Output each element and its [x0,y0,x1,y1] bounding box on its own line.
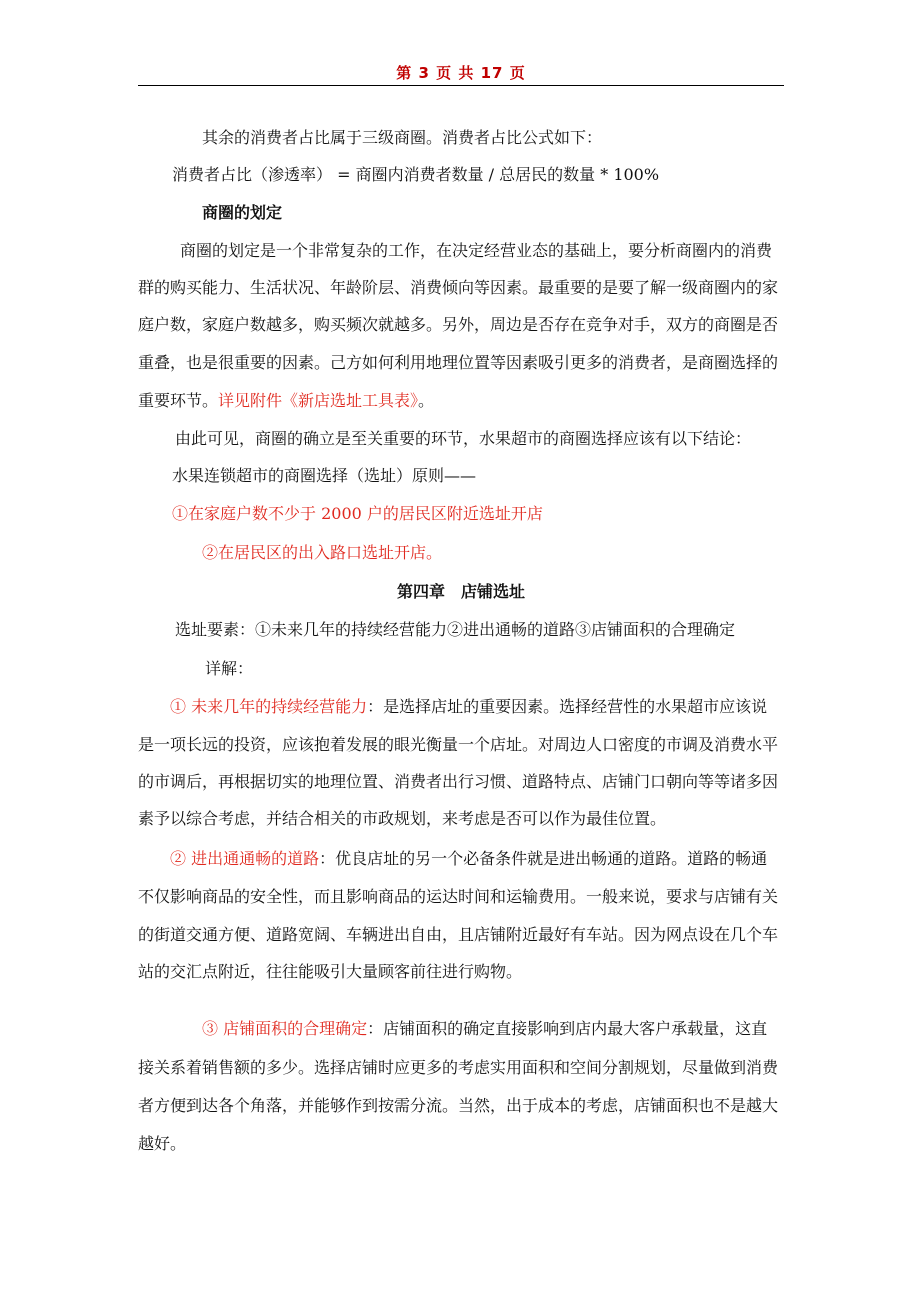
conclusion-text: 由此可见，商圈的确立是至关重要的环节，水果超市的商圈选择应该有以下结论： [175,429,752,448]
section-heading: 商圈的划定 [202,203,283,222]
paragraph1-line5-end: 。 [418,391,435,410]
item2-line3: 的街道交通方便、道路宽阔、车辆进出自由，且店铺附近最好有车站。因为网点设在几个车 [138,925,779,944]
paragraph1-line1: 商圈的划定是一个非常复杂的工作，在决定经营业态的基础上，要分析商圈内的消费 [180,241,773,260]
paragraph1-line5 [138,391,788,411]
item3-number: ③ [202,1019,219,1038]
formula-intro: 其余的消费者占比属于三级商圈。消费者占比公式如下： [202,128,603,147]
chapter-title: 第四章 店铺选址 [396,582,525,601]
item1-line3: 的市调后，再根据切实的地理位置、消费者出行习惯、道路特点、店铺门口朝向等等诸多因 [138,772,779,791]
item1-title: 未来几年的持续经营能力 [191,697,368,716]
item2-line1-rest: ：优良店址的另一个必备条件就是进出畅通的道路。道路的畅通 [319,849,768,868]
item2-line2: 不仅影响商品的安全性，而且影响商品的运达时间和运输费用。一般来说，要求与店铺有关 [138,887,779,906]
page-header: 第 3 页 共 17 页 [396,64,526,82]
elements-line: 选址要素：①未来几年的持续经营能力②进出通畅的道路③店铺面积的合理确定 [175,620,736,639]
detail-label: 详解： [205,659,254,678]
attachment-reference: 详见附件《新店选址工具表》 [218,391,419,410]
paragraph1-line3: 庭户数，家庭户数越多，购买频次就越多。另外，周边是否存在竞争对手，双方的商圈是否 [138,315,779,334]
item2-line1 [170,849,820,869]
paragraph1-line4: 重叠，也是很重要的因素。己方如何利用地理位置等因素吸引更多的消费者，是商圈选择的 [138,353,779,372]
item2-title: 进出通通畅的道路 [191,849,320,868]
paragraph1-line2: 群的购买能力、生活状况、年龄阶层、消费倾向等因素。最重要的是要了解一级商圈内的家 [138,278,779,297]
item1-number: ① [170,697,187,716]
item3-line1-rest: ：店铺面积的确定直接影响到店内最大客户承载量，这直 [367,1019,768,1038]
item1-line4: 素予以综合考虑，并结合相关的市政规划，来考虑是否可以作为最佳位置。 [138,809,667,828]
paragraph1-line5-text: 重要环节。 [138,391,219,410]
item2-line4: 站的交汇点附近，往往能吸引大量顾客前往进行购物。 [138,962,523,981]
item3-line1 [202,1019,852,1039]
item1-line1-rest: ：是选择店址的重要因素。选择经营性的水果超市应该说 [367,697,768,716]
item3-line2: 接关系着销售额的多少。选择店铺时应更多的考虑实用面积和空间分割规划，尽量做到消费 [138,1058,779,1077]
principle-1: ①在家庭户数不少于 2000 户的居民区附近选址开店 [172,504,543,523]
item3-title: 店铺面积的合理确定 [223,1019,368,1038]
item3-line3: 者方便到达各个角落，并能够作到按需分流。当然，出于成本的考虑，店铺面积也不是越大 [138,1096,779,1115]
item1-line1 [170,697,820,717]
formula-text: 消费者占比（渗透率） = 商圈内消费者数量 / 总居民的数量 * 100% [172,165,660,184]
principle-2: ②在居民区的出入路口选址开店。 [202,543,443,562]
principle-title: 水果连锁超市的商圈选择（选址）原则—— [172,466,477,485]
item2-number: ② [170,849,187,868]
item1-line2: 是一项长远的投资，应该抱着发展的眼光衡量一个店址。对周边人口密度的市调及消费水平 [138,735,779,754]
item3-line4: 越好。 [138,1134,187,1153]
header-divider [138,85,784,86]
